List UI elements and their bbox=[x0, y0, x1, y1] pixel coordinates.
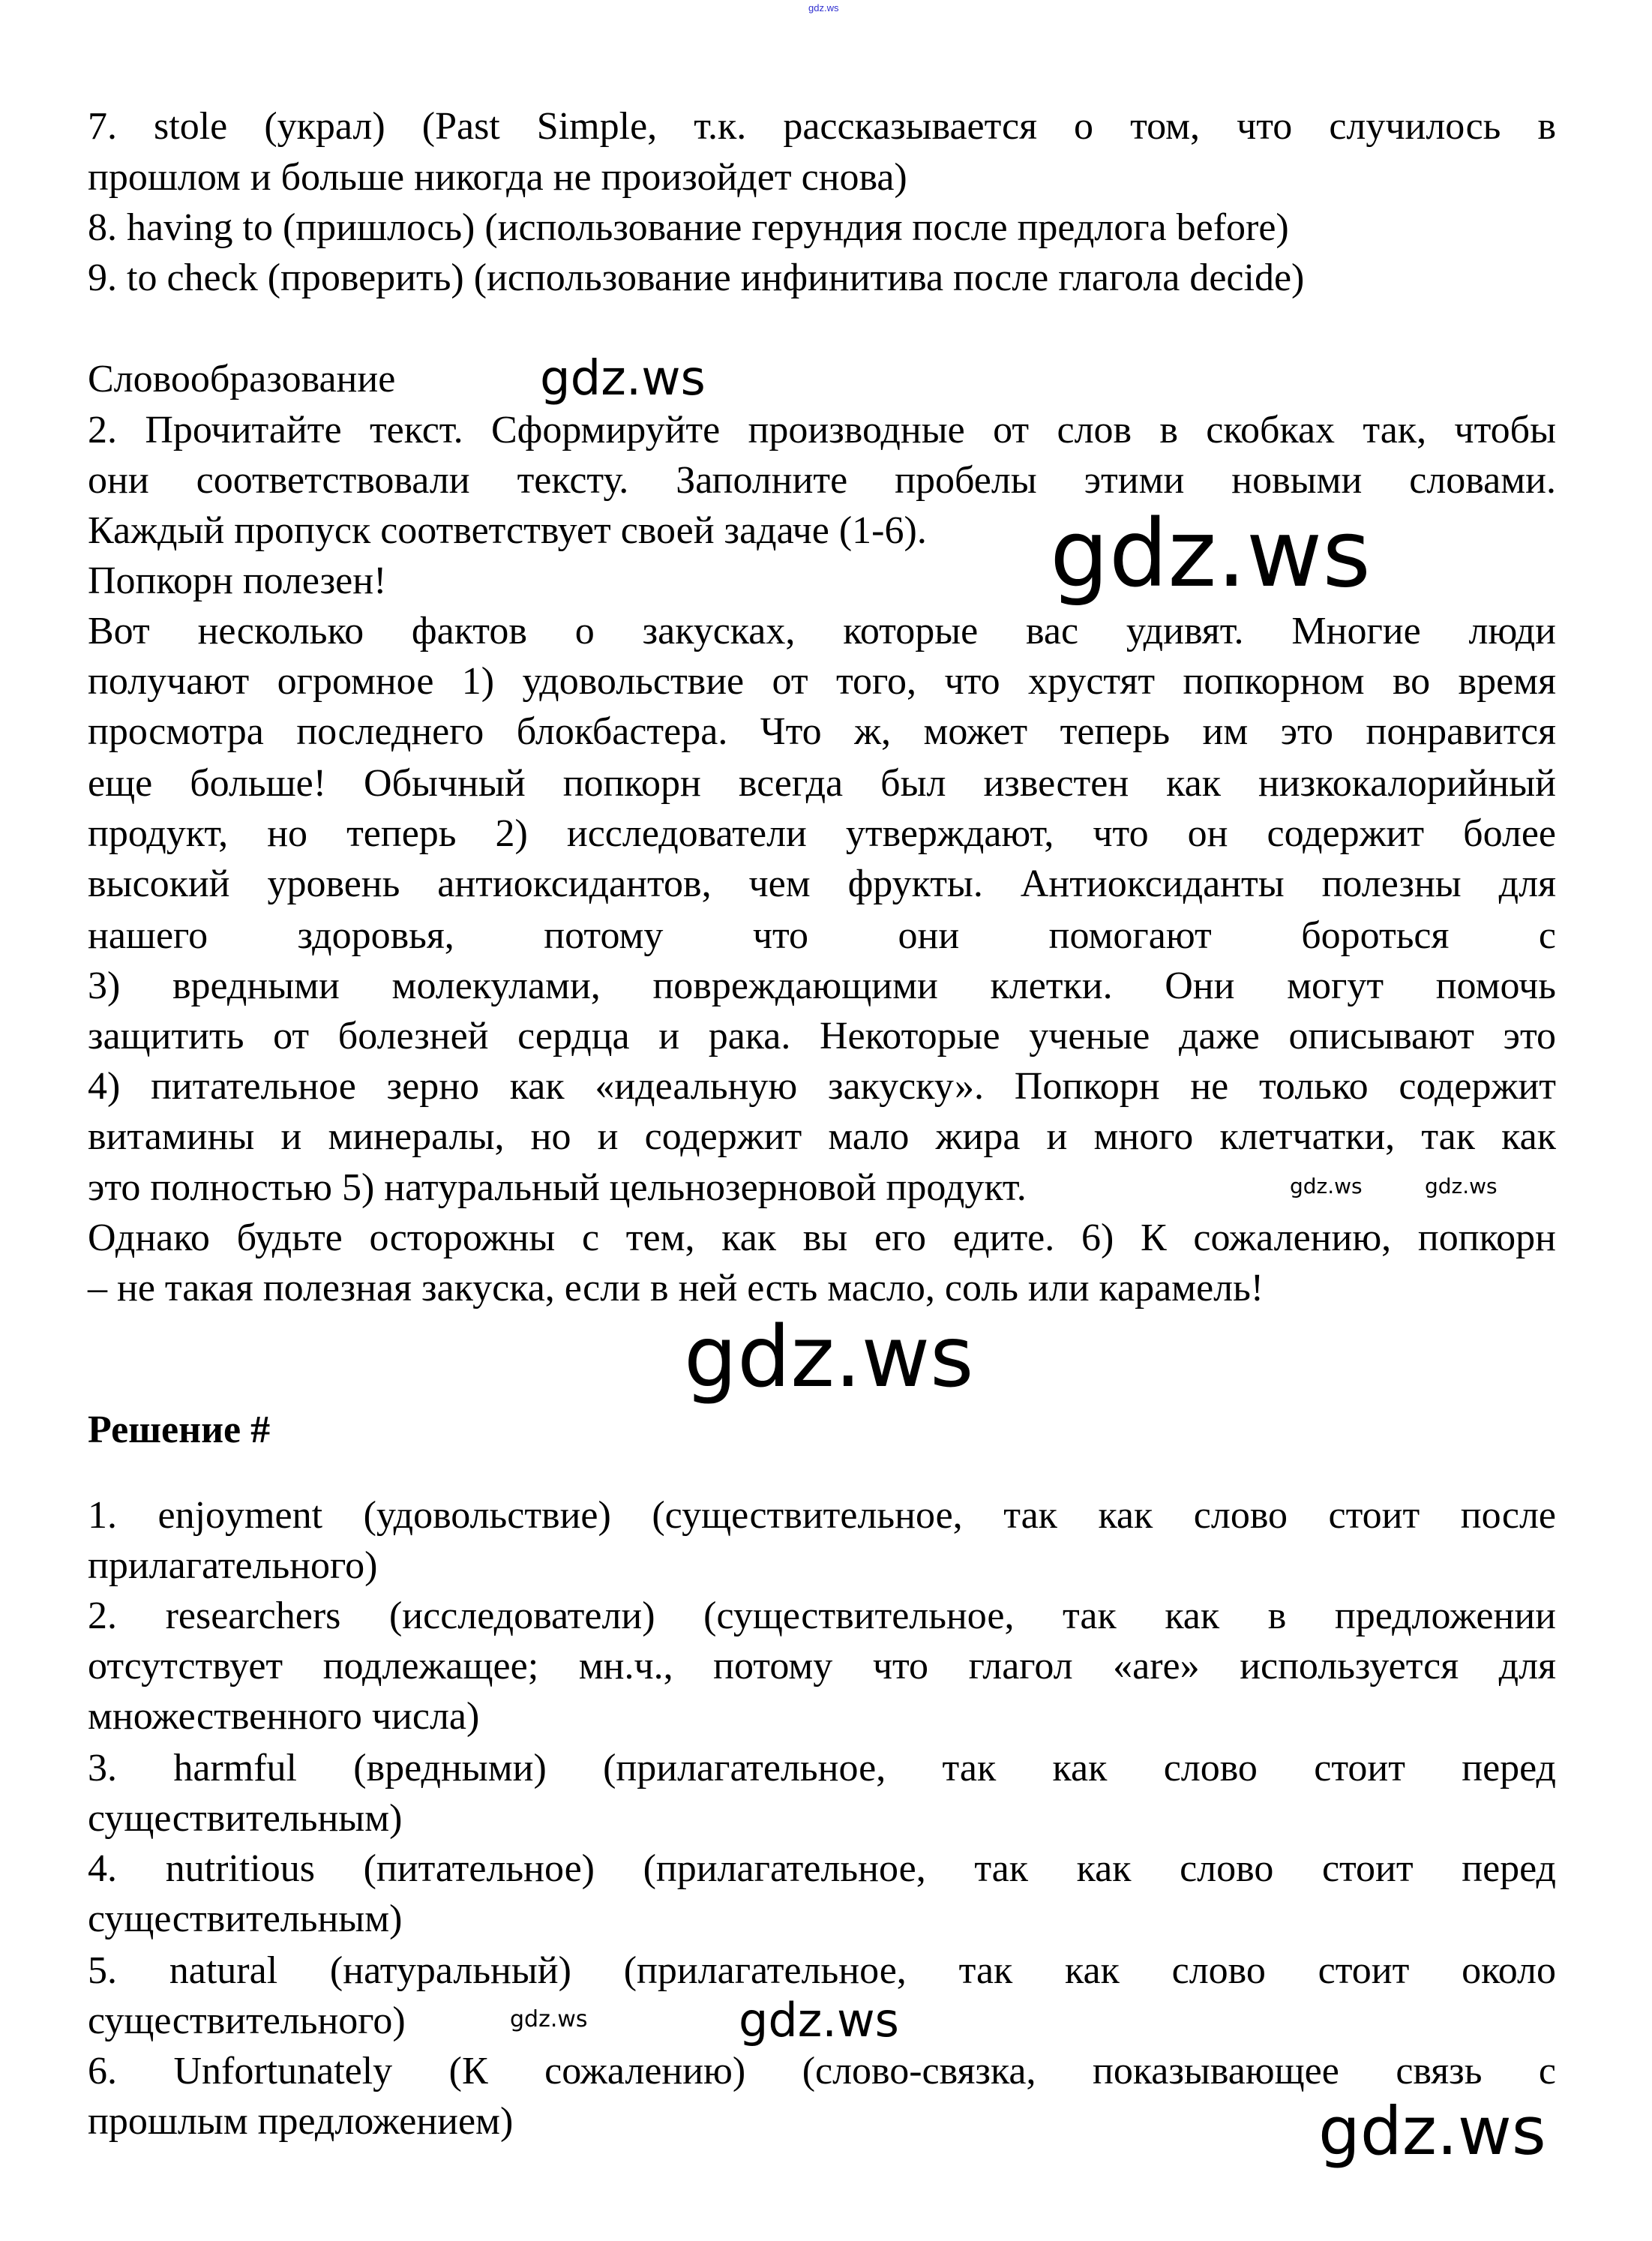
watermark: gdz.ws bbox=[510, 2006, 588, 2032]
solution-line: 4. nutritious (питательное) (прилагательное, так как слово стоит перед bbox=[88, 1847, 1556, 1890]
watermark: gdz.ws bbox=[1425, 1174, 1498, 1198]
task-line: Каждый пропуск соответствует своей задаче (1-6). bbox=[88, 509, 927, 552]
answer-line: 9. to check (проверить) (использование инфинитива после глагола decide) bbox=[88, 256, 1305, 299]
task-line: 2. Прочитайте текст. Сформируйте производные от слов в скобках так, чтобы bbox=[88, 409, 1556, 452]
solution-line: 5. natural (натуральный) (прилагательное, так как слово стоит около bbox=[88, 1949, 1556, 1992]
text-line: просмотра последнего блокбастера. Что ж, может теперь им это понравится bbox=[88, 710, 1556, 753]
watermark: gdz.ws bbox=[684, 1309, 974, 1406]
text-line: продукт, но теперь 2) исследователи утверждают, что он содержит более bbox=[88, 812, 1556, 855]
text-line: – не такая полезная закуска, если в ней есть масло, соль или карамель! bbox=[88, 1267, 1264, 1310]
solution-title: Решение # bbox=[88, 1408, 271, 1451]
text-line: витамины и минералы, но и содержит мало жира и много клетчатки, так как bbox=[88, 1115, 1556, 1158]
text-line: получают огромное 1) удовольствие от того, что хрустят попкорном во время bbox=[88, 660, 1556, 703]
text-line: Вот несколько фактов о закусках, которые вас удивят. Многие люди bbox=[88, 610, 1556, 652]
solution-line: существительного) bbox=[88, 2000, 406, 2042]
solution-line: прилагательного) bbox=[88, 1544, 378, 1587]
answer-line: прошлом и больше никогда не произойдет снова) bbox=[88, 156, 907, 199]
text-line: высокий уровень антиоксидантов, чем фрукты. Антиоксиданты полезны для bbox=[88, 862, 1556, 905]
text-line: это полностью 5) натуральный цельнозерновой продукт. bbox=[88, 1166, 1027, 1209]
text-title: Попкорн полезен! bbox=[88, 560, 387, 602]
solution-line: 3. harmful (вредными) (прилагательное, так как слово стоит перед bbox=[88, 1747, 1556, 1790]
header-watermark: gdz.ws bbox=[808, 2, 839, 14]
text-line: защитить от болезней сердца и рака. Некоторые ученые даже описывают это bbox=[88, 1015, 1556, 1058]
solution-line: 2. researchers (исследователи) (существительное, так как в предложении bbox=[88, 1594, 1556, 1637]
solution-line: 6. Unfortunately (К сожалению) (слово-связка, показывающее связь с bbox=[88, 2050, 1556, 2092]
solution-line: существительным) bbox=[88, 1898, 403, 1940]
text-line: нашего здоровья, потому что они помогают бороться с bbox=[88, 914, 1556, 957]
answer-line: 8. having to (пришлось) (использование герундия после предлога before) bbox=[88, 206, 1289, 249]
watermark: gdz.ws bbox=[540, 351, 706, 406]
section-title: Словообразование bbox=[88, 358, 396, 400]
watermark: gdz.ws bbox=[1318, 2092, 1546, 2170]
solution-line: существительным) bbox=[88, 1797, 403, 1840]
solution-line: множественного числа) bbox=[88, 1695, 480, 1738]
text-line: Однако будьте осторожны с тем, как вы его едите. 6) К сожалению, попкорн bbox=[88, 1216, 1556, 1259]
text-line: 3) вредными молекулами, повреждающими клетки. Они могут помочь bbox=[88, 964, 1556, 1007]
watermark: gdz.ws bbox=[1050, 500, 1371, 608]
answer-line: 7. stole (украл) (Past Simple, т.к. рассказывается о том, что случилось в bbox=[88, 105, 1556, 148]
solution-line: 1. enjoyment (удовольствие) (существительное, так как слово стоит после bbox=[88, 1494, 1556, 1537]
watermark: gdz.ws bbox=[739, 1993, 899, 2048]
text-line: еще больше! Обычный попкорн всегда был известен как низкокалорийный bbox=[88, 762, 1556, 805]
text-line: 4) питательное зерно как «идеальную закуску». Попкорн не только содержит bbox=[88, 1065, 1556, 1108]
solution-line: отсутствует подлежащее; мн.ч., потому что глагол «are» используется для bbox=[88, 1645, 1556, 1688]
solution-line: прошлым предложением) bbox=[88, 2100, 514, 2143]
task-line: они соответствовали тексту. Заполните пробелы этими новыми словами. bbox=[88, 459, 1556, 502]
watermark: gdz.ws bbox=[1290, 1174, 1363, 1198]
